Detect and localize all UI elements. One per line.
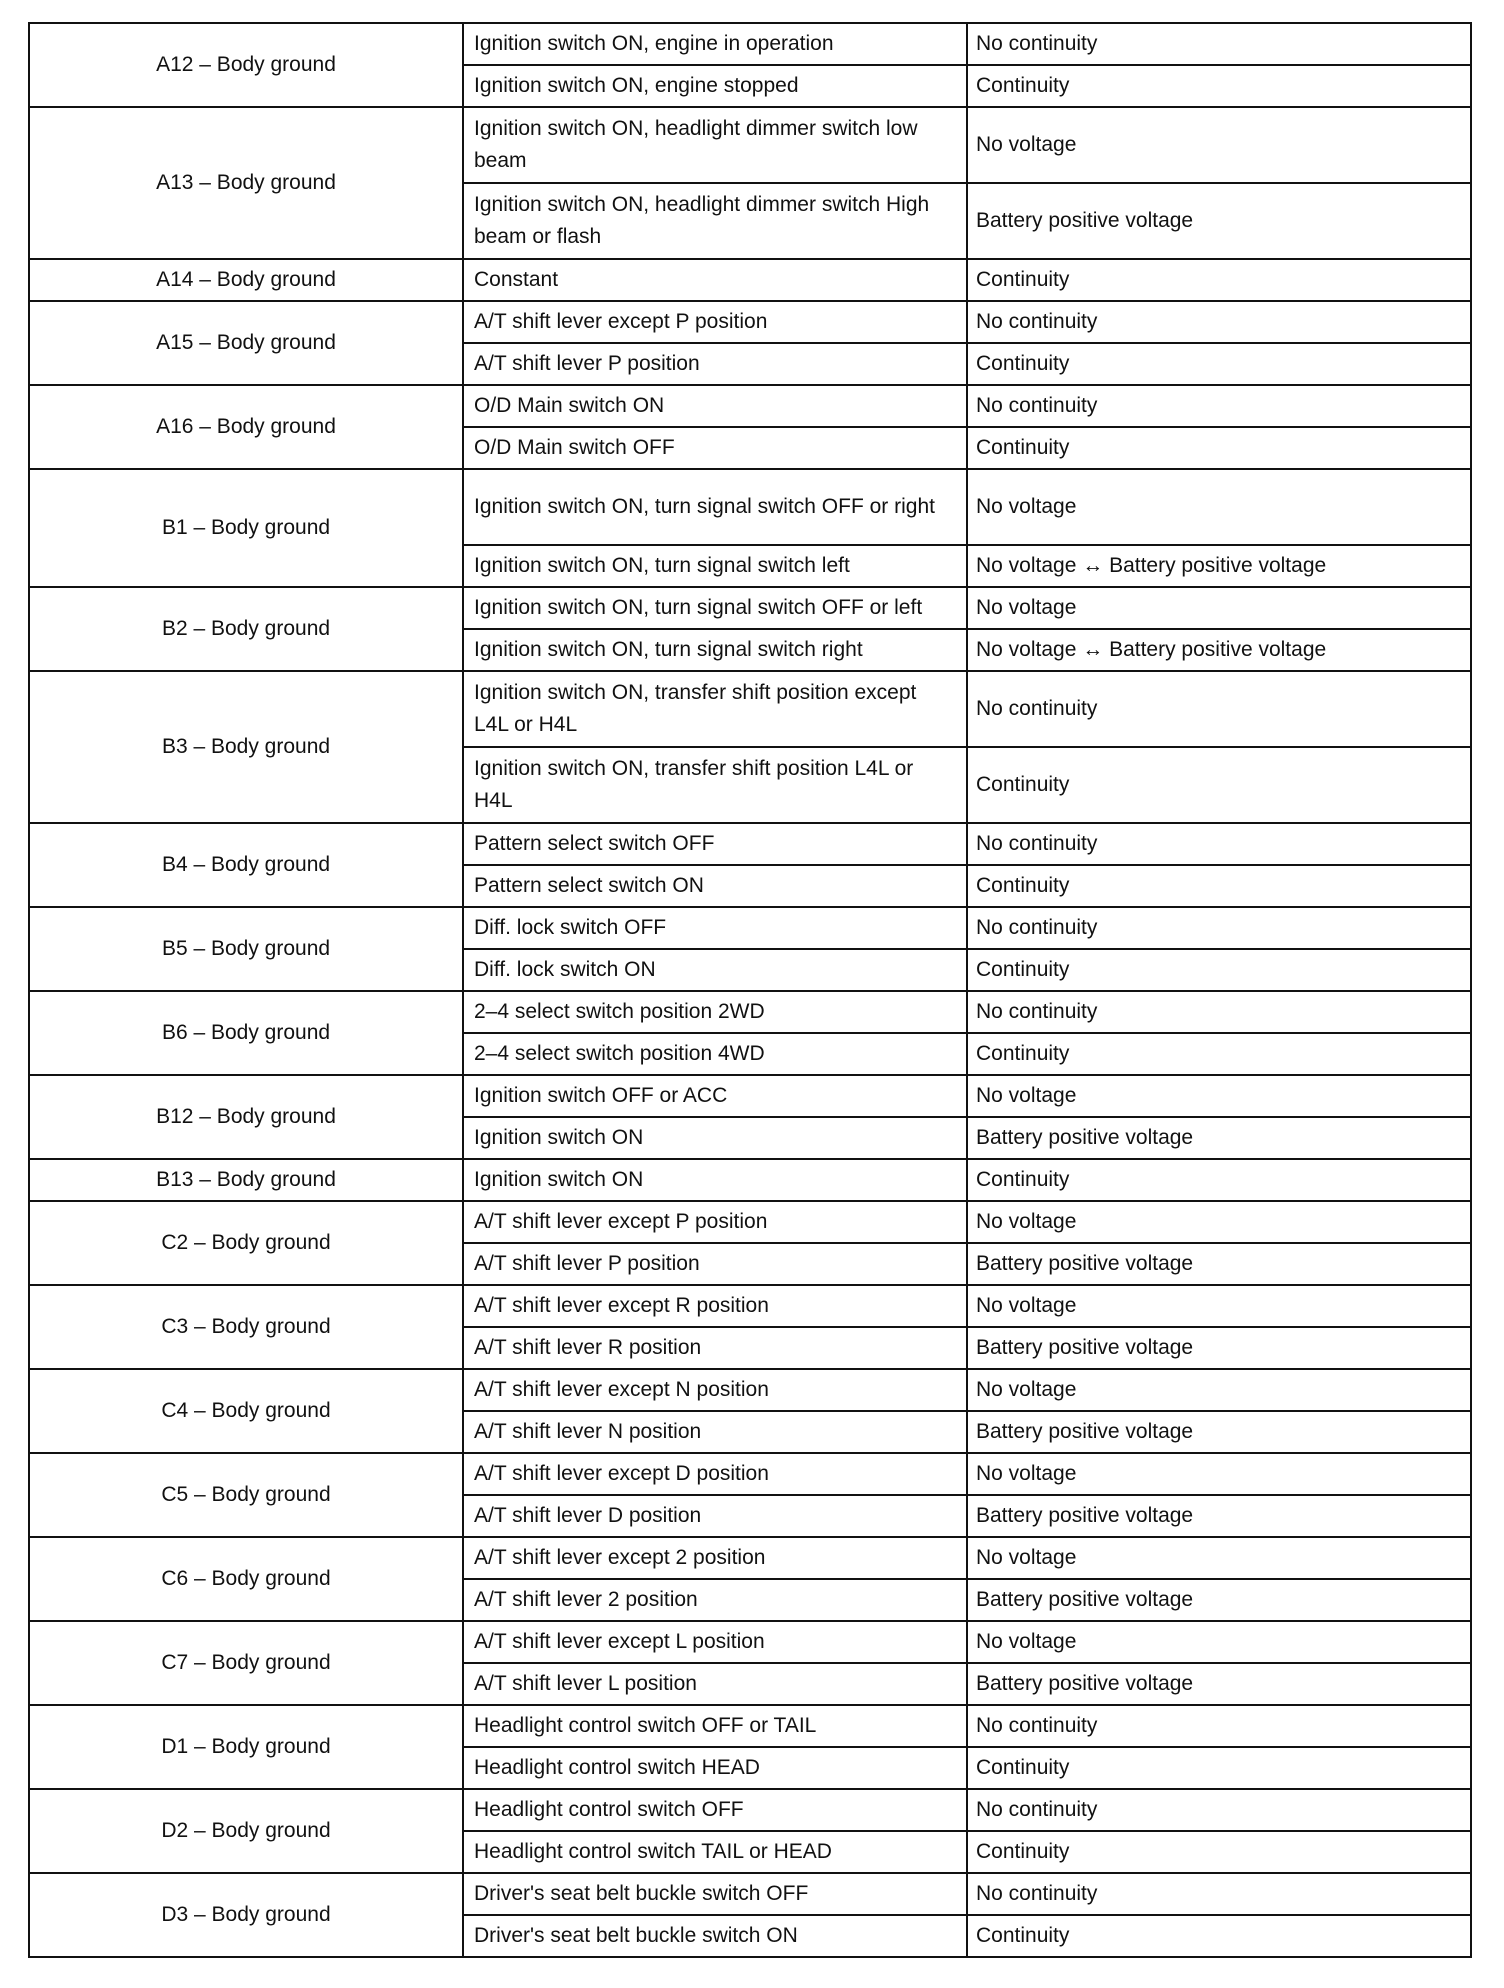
condition-cell: A/T shift lever N position	[463, 1411, 967, 1453]
result-cell: Continuity	[967, 949, 1471, 991]
terminal-inspection-table	[28, 22, 1472, 1958]
terminal-cell: A12 – Body ground	[29, 23, 463, 107]
condition-cell: Diff. lock switch ON	[463, 949, 967, 991]
result-cell: Battery positive voltage	[967, 1411, 1471, 1453]
result-cell: No voltage	[967, 1201, 1471, 1243]
result-cell: No continuity	[967, 1873, 1471, 1915]
terminal-cell: D1 – Body ground	[29, 1705, 463, 1789]
table-row	[29, 671, 1471, 747]
terminal-cell: A13 – Body ground	[29, 107, 463, 259]
terminal-cell: A14 – Body ground	[29, 259, 463, 301]
condition-cell: Ignition switch ON, engine stopped	[463, 65, 967, 107]
result-cell: No voltage	[967, 587, 1471, 629]
condition-cell: Ignition switch OFF or ACC	[463, 1075, 967, 1117]
result-cell: Battery positive voltage	[967, 183, 1471, 259]
result-cell: Continuity	[967, 65, 1471, 107]
terminal-cell: B5 – Body ground	[29, 907, 463, 991]
result-cell: Continuity	[967, 259, 1471, 301]
table-row	[29, 587, 1471, 629]
terminal-cell: A15 – Body ground	[29, 301, 463, 385]
table-row	[29, 469, 1471, 545]
result-cell: No voltage ↔ Battery positive voltage	[967, 629, 1471, 671]
condition-cell: A/T shift lever except D position	[463, 1453, 967, 1495]
condition-cell: Headlight control switch OFF	[463, 1789, 967, 1831]
result-cell: Continuity	[967, 1033, 1471, 1075]
condition-cell: Ignition switch ON, turn signal switch OFF or right	[463, 469, 967, 545]
result-cell: Continuity	[967, 1915, 1471, 1957]
condition-cell: A/T shift lever except R position	[463, 1285, 967, 1327]
result-cell: Continuity	[967, 747, 1471, 823]
condition-cell: A/T shift lever 2 position	[463, 1579, 967, 1621]
condition-cell: Ignition switch ON, turn signal switch right	[463, 629, 967, 671]
terminal-cell: C2 – Body ground	[29, 1201, 463, 1285]
table-row	[29, 1873, 1471, 1915]
result-cell: No voltage	[967, 107, 1471, 183]
table-row	[29, 385, 1471, 427]
terminal-cell: C7 – Body ground	[29, 1621, 463, 1705]
result-cell: No continuity	[967, 1705, 1471, 1747]
condition-cell: Driver's seat belt buckle switch OFF	[463, 1873, 967, 1915]
condition-cell: A/T shift lever except N position	[463, 1369, 967, 1411]
condition-cell: A/T shift lever except L position	[463, 1621, 967, 1663]
terminal-cell: B6 – Body ground	[29, 991, 463, 1075]
condition-cell: Ignition switch ON, transfer shift position except L4L or H4L	[463, 671, 967, 747]
table-row	[29, 1075, 1471, 1117]
result-cell: Continuity	[967, 1159, 1471, 1201]
terminal-cell: D3 – Body ground	[29, 1873, 463, 1957]
terminal-cell: C5 – Body ground	[29, 1453, 463, 1537]
result-cell: No continuity	[967, 823, 1471, 865]
terminal-cell: B13 – Body ground	[29, 1159, 463, 1201]
condition-cell: A/T shift lever L position	[463, 1663, 967, 1705]
condition-cell: A/T shift lever except 2 position	[463, 1537, 967, 1579]
result-cell: Continuity	[967, 1747, 1471, 1789]
result-cell: Continuity	[967, 865, 1471, 907]
result-cell: Continuity	[967, 1831, 1471, 1873]
table-row	[29, 259, 1471, 301]
condition-cell: Headlight control switch OFF or TAIL	[463, 1705, 967, 1747]
condition-cell: A/T shift lever P position	[463, 343, 967, 385]
condition-cell: Ignition switch ON, engine in operation	[463, 23, 967, 65]
terminal-cell: A16 – Body ground	[29, 385, 463, 469]
condition-cell: Ignition switch ON, headlight dimmer switch low beam	[463, 107, 967, 183]
table-row	[29, 1537, 1471, 1579]
table-row	[29, 1285, 1471, 1327]
result-cell: No continuity	[967, 23, 1471, 65]
result-cell: No voltage	[967, 1453, 1471, 1495]
terminal-cell: B3 – Body ground	[29, 671, 463, 823]
condition-cell: Driver's seat belt buckle switch ON	[463, 1915, 967, 1957]
result-cell: No voltage	[967, 1369, 1471, 1411]
result-cell: No continuity	[967, 671, 1471, 747]
table-row	[29, 23, 1471, 65]
condition-cell: A/T shift lever P position	[463, 1243, 967, 1285]
table-row	[29, 1453, 1471, 1495]
condition-cell: Diff. lock switch OFF	[463, 907, 967, 949]
terminal-cell: C4 – Body ground	[29, 1369, 463, 1453]
result-cell: Battery positive voltage	[967, 1117, 1471, 1159]
condition-cell: Headlight control switch TAIL or HEAD	[463, 1831, 967, 1873]
condition-cell: Constant	[463, 259, 967, 301]
condition-cell: O/D Main switch ON	[463, 385, 967, 427]
result-cell: Battery positive voltage	[967, 1243, 1471, 1285]
condition-cell: A/T shift lever D position	[463, 1495, 967, 1537]
condition-cell: Pattern select switch OFF	[463, 823, 967, 865]
result-cell: No voltage	[967, 1285, 1471, 1327]
condition-cell: O/D Main switch OFF	[463, 427, 967, 469]
terminal-cell: C6 – Body ground	[29, 1537, 463, 1621]
condition-cell: Ignition switch ON, turn signal switch left	[463, 545, 967, 587]
result-cell: No continuity	[967, 1789, 1471, 1831]
result-cell: No continuity	[967, 301, 1471, 343]
terminal-cell: D2 – Body ground	[29, 1789, 463, 1873]
table-row	[29, 1705, 1471, 1747]
terminal-cell: B2 – Body ground	[29, 587, 463, 671]
table-body	[29, 23, 1471, 1957]
result-cell: No voltage	[967, 469, 1471, 545]
condition-cell: A/T shift lever except P position	[463, 1201, 967, 1243]
condition-cell: A/T shift lever except P position	[463, 301, 967, 343]
result-cell: Battery positive voltage	[967, 1579, 1471, 1621]
table-row	[29, 301, 1471, 343]
result-cell: Battery positive voltage	[967, 1663, 1471, 1705]
condition-cell: Pattern select switch ON	[463, 865, 967, 907]
result-cell: No voltage ↔ Battery positive voltage	[967, 545, 1471, 587]
table-row	[29, 991, 1471, 1033]
result-cell: Continuity	[967, 427, 1471, 469]
condition-cell: Ignition switch ON	[463, 1117, 967, 1159]
condition-cell: A/T shift lever R position	[463, 1327, 967, 1369]
result-cell: Battery positive voltage	[967, 1495, 1471, 1537]
condition-cell: 2–4 select switch position 4WD	[463, 1033, 967, 1075]
result-cell: No voltage	[967, 1075, 1471, 1117]
table-row	[29, 1789, 1471, 1831]
terminal-cell: B1 – Body ground	[29, 469, 463, 587]
table-row	[29, 1201, 1471, 1243]
result-cell: No continuity	[967, 991, 1471, 1033]
condition-cell: 2–4 select switch position 2WD	[463, 991, 967, 1033]
result-cell: Battery positive voltage	[967, 1327, 1471, 1369]
condition-cell: Ignition switch ON	[463, 1159, 967, 1201]
terminal-cell: C3 – Body ground	[29, 1285, 463, 1369]
table-row	[29, 907, 1471, 949]
result-cell: Continuity	[967, 343, 1471, 385]
result-cell: No voltage	[967, 1537, 1471, 1579]
table-row	[29, 1621, 1471, 1663]
result-cell: No continuity	[967, 385, 1471, 427]
result-cell: No voltage	[967, 1621, 1471, 1663]
table-row	[29, 107, 1471, 183]
table-row	[29, 1159, 1471, 1201]
result-cell: No continuity	[967, 907, 1471, 949]
condition-cell: Ignition switch ON, headlight dimmer switch High beam or flash	[463, 183, 967, 259]
condition-cell: Headlight control switch HEAD	[463, 1747, 967, 1789]
table-row	[29, 823, 1471, 865]
condition-cell: Ignition switch ON, turn signal switch OFF or left	[463, 587, 967, 629]
terminal-cell: B12 – Body ground	[29, 1075, 463, 1159]
condition-cell: Ignition switch ON, transfer shift position L4L or H4L	[463, 747, 967, 823]
table-row	[29, 1369, 1471, 1411]
terminal-cell: B4 – Body ground	[29, 823, 463, 907]
